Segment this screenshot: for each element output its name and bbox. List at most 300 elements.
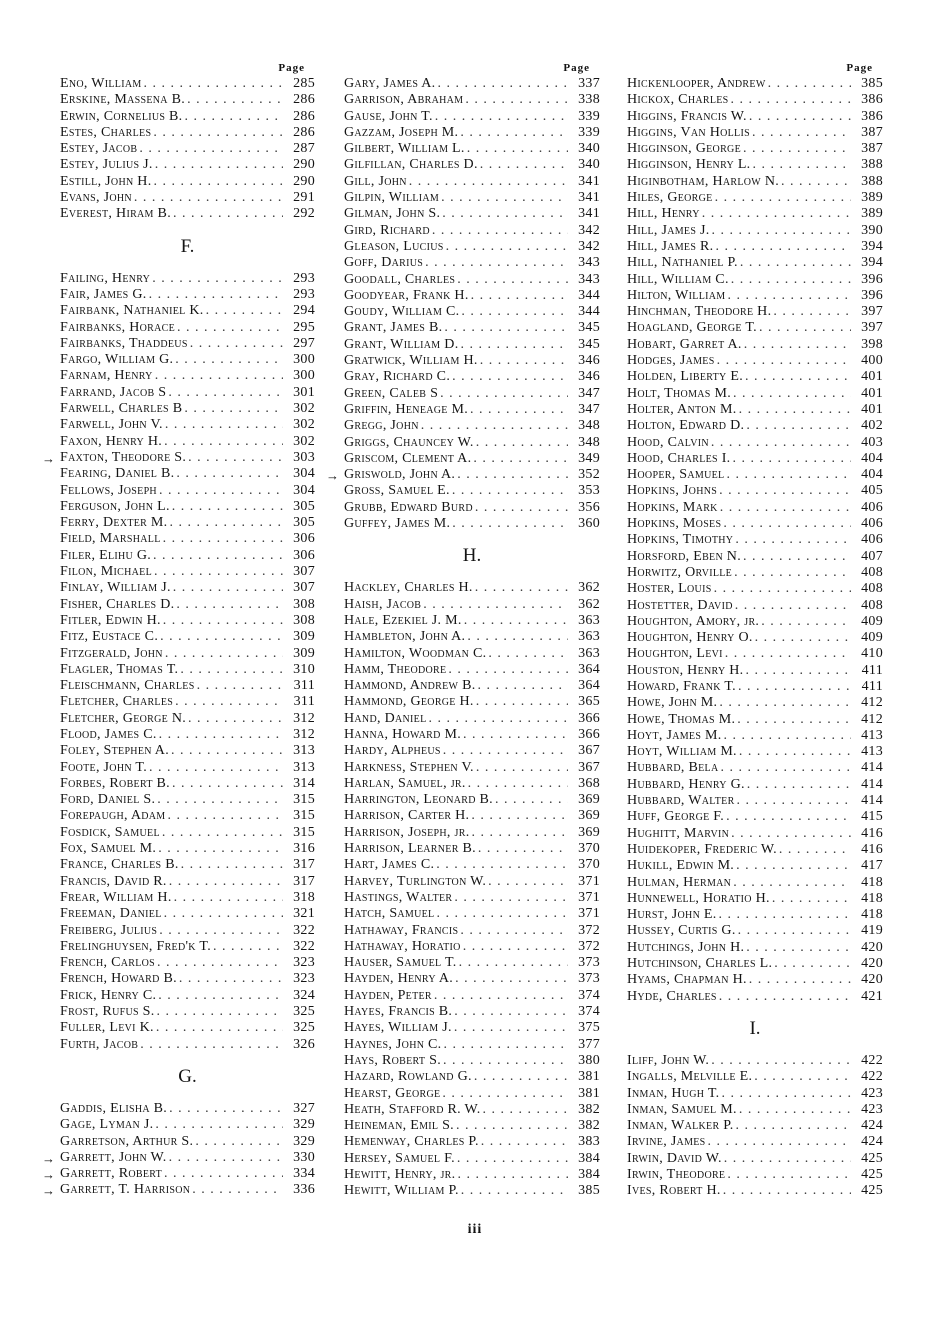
index-entry [627, 1118, 883, 1134]
entry-name: Harrison, Joseph, jr. [344, 824, 470, 840]
dot-leader [213, 939, 283, 955]
index-entry [627, 174, 883, 190]
entry-page-number: 287 [293, 141, 315, 157]
entry-page-number: 414 [861, 760, 883, 776]
dot-leader [738, 679, 851, 695]
index-entry [627, 549, 883, 565]
index-entry [627, 141, 883, 157]
dot-leader [175, 352, 283, 368]
entry-page-number: 364 [578, 661, 600, 677]
entry-name: Hathaway, Francis [344, 922, 459, 938]
entry-name: Goff, Darius [344, 255, 424, 271]
index-entry [344, 678, 600, 694]
entry-page-number: 345 [578, 336, 600, 352]
entry-name: Gratwick, William H. [344, 353, 478, 369]
index-entry [344, 451, 600, 467]
dot-leader [157, 955, 283, 971]
entry-page-number: 397 [861, 320, 883, 336]
index-entry [60, 515, 315, 531]
index-entry [627, 255, 883, 271]
index-entry [344, 206, 600, 222]
entry-name: Hays, Robert S. [344, 1052, 441, 1068]
dot-leader [480, 157, 568, 173]
entry-page-number: 425 [861, 1183, 883, 1199]
dot-leader [727, 288, 851, 304]
entry-name: Harrison, Carter H. [344, 808, 470, 824]
dot-leader [409, 174, 568, 190]
index-entry [344, 743, 600, 759]
dot-leader [735, 598, 851, 614]
dot-leader [446, 239, 568, 255]
entry-name: Forepaugh, Adam [60, 808, 166, 824]
entry-name: Goodyear, Frank H. [344, 287, 469, 303]
dot-leader [171, 743, 283, 759]
entry-page-number: 387 [861, 124, 883, 140]
index-entry [344, 662, 600, 678]
index-entry [60, 125, 315, 141]
dot-leader [761, 614, 851, 630]
entry-name: Grant, William D. [344, 336, 459, 352]
index-entry [627, 809, 883, 825]
entry-page-number: 340 [578, 141, 600, 157]
entry-page-number: 317 [293, 857, 315, 873]
index-entry [344, 223, 600, 239]
dot-leader [176, 466, 283, 482]
entry-page-number: 362 [578, 596, 600, 612]
dot-leader [749, 109, 851, 125]
entry-page-number: 373 [578, 955, 600, 971]
dot-leader [735, 532, 851, 548]
entry-name: Hayes, Francis B. [344, 1004, 453, 1020]
entry-page-number: 423 [861, 1085, 883, 1101]
entry-name: Green, Caleb S [344, 385, 439, 401]
entry-name: Hammond, Andrew B. [344, 678, 476, 694]
index-entry [344, 76, 600, 92]
index-entry [344, 711, 600, 727]
entry-page-number: 425 [861, 1167, 883, 1182]
index-entry [627, 630, 883, 646]
dot-leader [441, 190, 568, 206]
entry-page-number: 307 [293, 564, 315, 580]
entry-name: Houghton, Levi [627, 646, 723, 662]
index-entry [60, 939, 315, 955]
index-entry [344, 760, 600, 776]
index-entry [344, 906, 600, 922]
index-entry [344, 1167, 600, 1183]
index-entry [627, 598, 883, 614]
dot-leader [435, 109, 568, 125]
entry-name: Griffin, Heneage M. [344, 401, 469, 417]
index-entry [344, 1053, 600, 1069]
index-entry [344, 109, 600, 125]
dot-leader [442, 1086, 568, 1102]
dot-leader [177, 320, 283, 336]
dot-leader [140, 1037, 283, 1053]
entry-page-number: 323 [293, 971, 315, 987]
entry-name: Hodges, James [627, 353, 715, 369]
index-entry [344, 386, 600, 402]
index-entry [60, 808, 315, 824]
entry-page-number: 308 [293, 596, 315, 612]
index-entry [344, 483, 600, 499]
index-entry [344, 694, 600, 710]
entry-name: Ingalls, Melville E. [627, 1069, 753, 1085]
entry-name: Hayden, Peter [344, 987, 432, 1003]
entry-page-number: 348 [578, 434, 600, 450]
entry-page-number: 401 [861, 385, 883, 401]
dot-leader [168, 808, 284, 824]
entry-name: Hill, Henry [627, 206, 700, 222]
entry-name: Garrett, John W. [60, 1149, 167, 1165]
dot-leader [423, 597, 568, 613]
entry-name: Holton, Edward D. [627, 418, 745, 434]
entry-name: Hill, William C. [627, 271, 729, 287]
dot-leader [188, 711, 283, 727]
dot-leader [749, 972, 851, 988]
index-entry [60, 1101, 315, 1117]
entry-page-number: 342 [578, 238, 600, 254]
entry-name: Gaddis, Elisha B. [60, 1100, 168, 1116]
index-entry [42, 1149, 315, 1166]
index-entry [344, 516, 600, 532]
entry-name: Garrison, Abraham [344, 92, 464, 108]
entry-page-number: 314 [293, 775, 315, 791]
index-entry [60, 841, 315, 857]
entry-page-number: 322 [293, 938, 315, 954]
entry-page-number: 329 [293, 1133, 315, 1149]
entry-name: Irvine, James [627, 1134, 706, 1150]
dot-leader [149, 287, 283, 303]
index-entry [627, 288, 883, 304]
dot-leader [448, 662, 568, 678]
dot-leader [726, 809, 851, 825]
dot-leader [152, 271, 283, 287]
index-entry [60, 271, 315, 287]
index-entry [60, 92, 315, 108]
entry-page-number: 341 [578, 206, 600, 222]
entry-page-number: 404 [861, 467, 883, 483]
dot-leader [714, 581, 851, 597]
entry-name: Gray, Richard C. [344, 369, 451, 385]
dot-leader [478, 841, 568, 857]
dot-leader [164, 1166, 283, 1182]
index-entry [344, 369, 600, 385]
entry-page-number: 422 [861, 1069, 883, 1085]
dot-leader [472, 825, 569, 841]
dot-leader [743, 141, 851, 157]
index-entry [60, 1004, 315, 1020]
index-entry [627, 842, 883, 858]
dot-leader [164, 906, 283, 922]
entry-name: Guffey, James M. [344, 516, 451, 532]
dot-leader [195, 1134, 283, 1150]
dot-leader [731, 826, 851, 842]
entry-page-number: 304 [293, 482, 315, 498]
index-entry [627, 1167, 883, 1183]
dot-leader [720, 760, 851, 776]
index-entry [344, 92, 600, 108]
entry-page-number: 388 [861, 157, 883, 173]
entry-page-number: 309 [293, 645, 315, 661]
entry-name: Hopkins, Timothy [627, 532, 734, 548]
entry-name: Estey, Julius J. [60, 157, 153, 173]
dot-leader [743, 549, 851, 565]
index-entry [344, 174, 600, 190]
index-entry [627, 467, 883, 483]
entry-page-number: 346 [578, 369, 600, 385]
dot-leader [452, 483, 568, 499]
dot-leader [481, 1134, 568, 1150]
dot-leader [155, 368, 283, 384]
index-entry [627, 565, 883, 581]
entry-page-number: 381 [578, 1085, 600, 1101]
dot-leader [467, 629, 568, 645]
dot-leader [473, 451, 568, 467]
entry-name: Faxton, Theodore S. [60, 449, 187, 465]
index-entry [344, 1037, 600, 1053]
dot-leader [164, 434, 283, 450]
pencil-mark-icon: → [326, 468, 340, 484]
index-entry [60, 287, 315, 303]
entry-name: Fearing, Daniel B. [60, 466, 175, 482]
dot-leader [747, 777, 851, 793]
index-entry [60, 368, 315, 384]
entry-name: Field, Marshall [60, 531, 161, 547]
index-entry [627, 972, 883, 988]
dot-leader [176, 597, 283, 613]
dot-leader [457, 1151, 568, 1167]
index-entry [42, 1166, 315, 1183]
entry-name: Hathaway, Horatio [344, 938, 461, 954]
entry-name: Huidekoper, Frederic W. [627, 841, 777, 857]
dot-leader [476, 760, 568, 776]
entry-name: Fitz, Eustace C. [60, 629, 159, 645]
entry-name: Higgins, Van Hollis [627, 124, 750, 140]
entry-name: Hobart, Garret A. [627, 336, 742, 352]
entry-page-number: 349 [578, 450, 600, 466]
entry-page-number: 418 [861, 890, 883, 906]
dot-leader [443, 1037, 568, 1053]
index-entry [344, 955, 600, 971]
index-entry [627, 956, 883, 972]
dot-leader [157, 1004, 283, 1020]
dot-leader [719, 483, 851, 499]
entry-name: Furth, Jacob [60, 1036, 139, 1052]
dot-leader [715, 190, 851, 206]
index-entry [627, 223, 883, 239]
entry-name: Fisher, Charles D. [60, 596, 175, 612]
entry-name: Gazzam, Joseph M. [344, 124, 459, 140]
index-entry [627, 206, 883, 222]
entry-page-number: 416 [861, 825, 883, 841]
index-entry [60, 109, 315, 125]
dot-leader [461, 1183, 568, 1199]
index-entry [344, 288, 600, 304]
entry-name: Hemenway, Charles P. [344, 1134, 479, 1150]
entry-name: Hackley, Charles H. [344, 580, 473, 596]
entry-name: Eno, William [60, 76, 142, 91]
index-entry [627, 483, 883, 499]
entry-name: Hopkins, Moses [627, 516, 722, 532]
entry-name: Hopkins, Mark [627, 499, 718, 515]
dot-leader [471, 288, 568, 304]
dot-leader [725, 646, 851, 662]
pencil-mark-icon: → [42, 450, 56, 466]
entry-page-number: 418 [861, 874, 883, 890]
index-entry [627, 695, 883, 711]
entry-page-number: 291 [293, 190, 315, 206]
dot-leader [478, 678, 568, 694]
entry-name: Hooper, Samuel [627, 467, 725, 483]
index-entry [42, 1182, 315, 1199]
index-entry [60, 401, 315, 417]
dot-leader [460, 125, 568, 141]
entry-name: Hearst, George [344, 1085, 441, 1101]
index-entry [60, 548, 315, 564]
entry-page-number: 416 [861, 841, 883, 857]
entry-name: Gleason, Lucius [344, 238, 444, 254]
dot-leader [452, 369, 568, 385]
index-entry [627, 1183, 883, 1199]
dot-leader [434, 988, 568, 1004]
index-entries [42, 76, 315, 1199]
entry-page-number: 345 [578, 320, 600, 336]
entry-name: Gause, John T. [344, 108, 433, 124]
dot-leader [154, 564, 283, 580]
index-entry [60, 564, 315, 580]
entry-page-number: 396 [861, 271, 883, 287]
entry-page-number: 306 [293, 547, 315, 563]
entry-name: Higgins, Francis W. [627, 108, 747, 124]
entry-page-number: 367 [578, 759, 600, 775]
entry-page-number: 366 [578, 726, 600, 742]
entry-name: Haish, Jacob [344, 596, 422, 612]
entry-page-number: 285 [293, 76, 315, 91]
dot-leader [471, 808, 568, 824]
entry-name: Fox, Samuel M. [60, 841, 157, 857]
index-entry [60, 857, 315, 873]
dot-leader [457, 1167, 568, 1183]
dot-leader [153, 548, 283, 564]
dot-leader [475, 500, 568, 516]
entry-page-number: 413 [861, 727, 883, 743]
index-entry [627, 793, 883, 809]
entry-page-number: 303 [293, 449, 315, 465]
entry-name: Hyde, Charles [627, 988, 717, 1004]
entry-page-number: 367 [578, 743, 600, 759]
entry-name: Garretson, Arthur S. [60, 1133, 194, 1149]
entry-page-number: 406 [861, 516, 883, 532]
index-entry [60, 711, 315, 727]
index-entry [42, 449, 315, 466]
dot-leader [156, 1020, 283, 1036]
entry-page-number: 325 [293, 1020, 315, 1036]
index-entry [627, 92, 883, 108]
dot-leader [440, 386, 568, 402]
entry-name: Hubbard, Walter [627, 793, 735, 809]
entry-page-number: 411 [861, 678, 883, 694]
entry-name: Grubb, Edward Burd [344, 499, 473, 515]
index-entry [344, 939, 600, 955]
page-column-header: Page [846, 62, 873, 74]
entry-name: Hubbard, Bela [627, 760, 719, 776]
dot-leader [160, 629, 283, 645]
index-entry [627, 272, 883, 288]
index-column-2 [326, 60, 600, 1200]
dot-leader [733, 875, 851, 891]
index-entry [627, 1086, 883, 1102]
index-entry [344, 971, 600, 987]
entry-name: Farnam, Henry [60, 368, 153, 384]
entry-name: Erwin, Cornelius B. [60, 108, 183, 124]
entry-name: Hewitt, Henry, jr. [344, 1167, 456, 1182]
entry-page-number: 415 [861, 809, 883, 825]
entry-name: Estill, John H. [60, 173, 152, 189]
index-entry [344, 727, 600, 743]
entry-name: Foote, John T. [60, 759, 148, 775]
entry-name: Erskine, Massena B. [60, 92, 186, 108]
entry-name: Hanna, Howard M. [344, 726, 462, 742]
index-entry [60, 417, 315, 433]
entry-page-number: 315 [293, 792, 315, 808]
index-entry [344, 353, 600, 369]
entry-name: Hiles, George [627, 190, 713, 206]
dot-leader [436, 906, 568, 922]
dot-leader [470, 402, 568, 418]
entry-page-number: 326 [293, 1036, 315, 1052]
entry-name: Fuller, Levi K. [60, 1020, 154, 1036]
entry-page-number: 401 [861, 369, 883, 385]
index-entry [60, 499, 315, 515]
dot-leader [174, 890, 283, 906]
entry-name: Holter, Anton M. [627, 401, 737, 417]
index-entry [60, 531, 315, 547]
dot-leader [172, 776, 283, 792]
section-heading: G. [178, 1065, 197, 1087]
dot-leader [139, 141, 283, 157]
index-entry [344, 857, 600, 873]
entry-name: Horwitz, Orville [627, 564, 733, 580]
dot-leader [154, 174, 284, 190]
dot-leader [480, 353, 568, 369]
entry-name: Hale, Ezekiel J. M. [344, 612, 462, 628]
index-entry [627, 353, 883, 369]
dot-leader [437, 76, 568, 92]
entry-page-number: 302 [293, 401, 315, 417]
index-entry [627, 239, 883, 255]
entry-name: Harlan, Samuel, jr. [344, 775, 466, 791]
dot-leader [436, 857, 568, 873]
entry-name: Hulman, Herman [627, 874, 732, 890]
entry-name: Hyams, Chapman H. [627, 972, 747, 988]
entry-name: Freiberg, Julius [60, 922, 158, 938]
entry-page-number: 390 [861, 222, 883, 238]
entry-page-number: 397 [861, 304, 883, 320]
entry-name: Fleischmann, Charles [60, 678, 195, 694]
entry-name: Frick, Henry C. [60, 987, 157, 1003]
index-entry [627, 320, 883, 336]
index-entry [60, 385, 315, 401]
index-entry [60, 694, 315, 710]
entry-name: Hukill, Edwin M. [627, 858, 735, 874]
index-entry [344, 1118, 600, 1134]
index-entry [60, 727, 315, 743]
entry-page-number: 337 [578, 76, 600, 91]
entry-name: Hoyt, William M. [627, 744, 737, 760]
dot-leader [463, 939, 568, 955]
index-entry [60, 988, 315, 1004]
index-entry [344, 320, 600, 336]
